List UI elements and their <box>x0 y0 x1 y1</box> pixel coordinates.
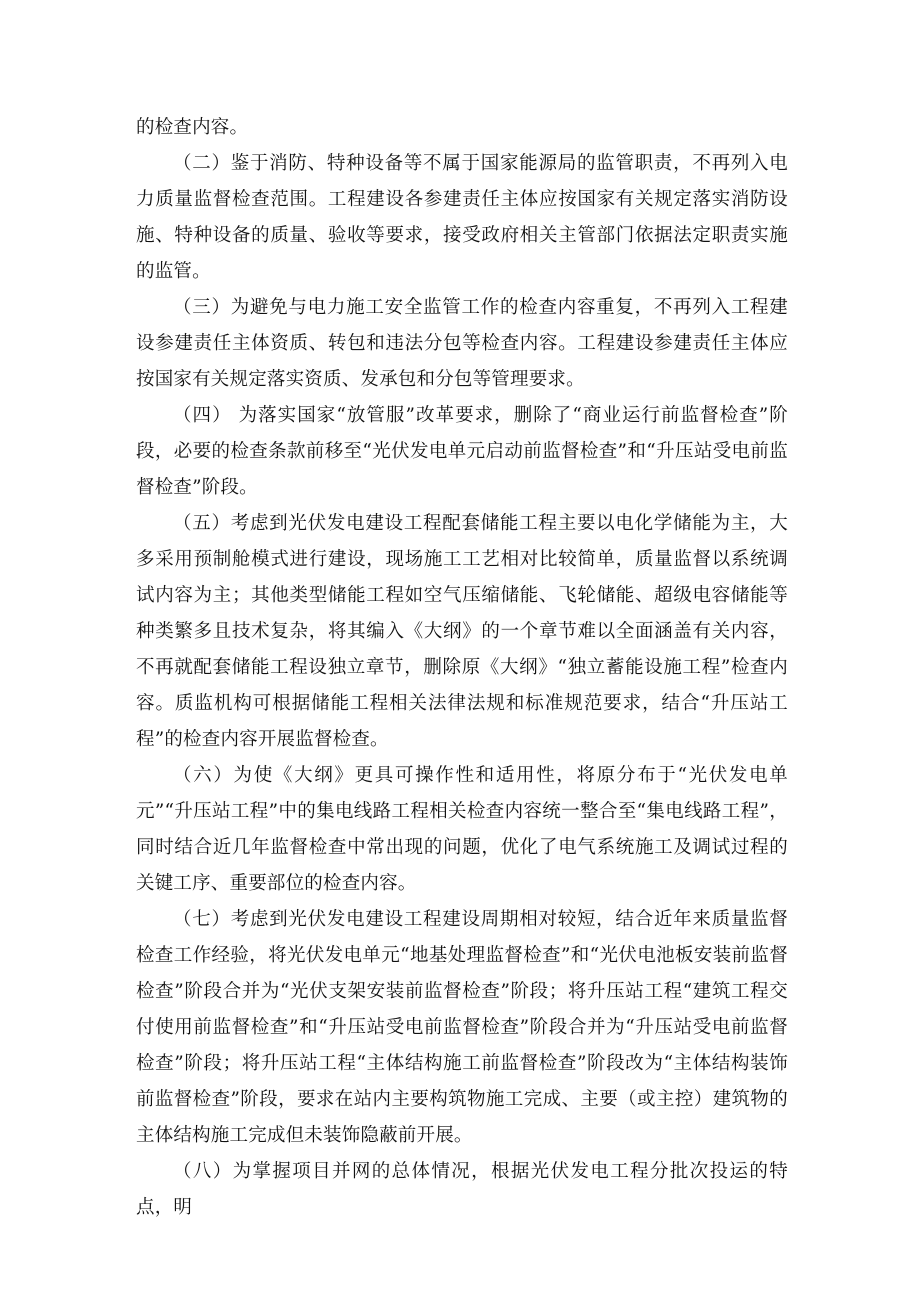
paragraph-item-7: （七）考虑到光伏发电建设工程建设周期相对较短，结合近年来质量监督检查工作经验，将光伏发电单元“地基处理监督检查”和“光伏电池板安装前监督检查”阶段合并为“光伏支架安装前监督检查”阶段；将升压站工程“建筑工程交付使用前监督检查”和“升压站受电前监督检查”阶段合并为“升压站受电前监督检查”阶段；将升压站工程“主体结构施工前监督检查”阶段改为“主体结构装饰前监督检查”阶段，要求在站内主要构筑物施工完成、主要（或主控）建筑物的主体结构施工完成但未装饰隐蔽前开展。 <box>136 909 788 1146</box>
paragraph-item-8: （八）为掌握项目并网的总体情况，根据光伏发电工程分批次投运的特点，明 <box>136 1161 788 1218</box>
document-body <box>136 110 788 1226</box>
paragraph-continuation: 的检查内容。 <box>136 117 249 138</box>
paragraph-item-5: （五）考虑到光伏发电建设工程配套储能工程主要以电化学储能为主，大多采用预制舱模式进行建设，现场施工工艺相对比较简单，质量监督以系统调试内容为主；其他类型储能工程如空气压缩储能、飞轮储能、超级电容储能等种类繁多且技术复杂，将其编入《大纲》的一个章节难以全面涵盖有关内容，不再就配套储能工程设独立章节，删除原《大纲》“独立蓄能设施工程”检查内容。质监机构可根据储能工程相关法律法规和标准规范要求，结合“升压站工程”的检查内容开展监督检查。 <box>136 513 788 750</box>
paragraph-item-3: （三）为避免与电力施工安全监管工作的检查内容重复，不再列入工程建设参建责任主体资质、转包和违法分包等检查内容。工程建设参建责任主体应按国家有关规定落实资质、发承包和分包等管理要求。 <box>136 297 788 390</box>
paragraph-item-2: （二）鉴于消防、特种设备等不属于国家能源局的监管职责，不再列入电力质量监督检查范围。工程建设各参建责任主体应按国家有关规定落实消防设施、特种设备的质量、验收等要求，接受政府相关主管部门依据法定职责实施的监管。 <box>136 153 788 282</box>
paragraph-item-4: （四） 为落实国家“放管服”改革要求，删除了“商业运行前监督检查”阶段，必要的检查条款前移至“光伏发电单元启动前监督检查”和“升压站受电前监督检查”阶段。 <box>136 405 788 498</box>
paragraph-item-6: （六）为使《大纲》更具可操作性和适用性，将原分布于“光伏发电单元”“升压站工程”中的集电线路工程相关检查内容统一整合至“集电线路工程”，同时结合近几年监督检查中常出现的问题，优化了电气系统施工及调试过程的关键工序、重要部位的检查内容。 <box>136 765 788 894</box>
